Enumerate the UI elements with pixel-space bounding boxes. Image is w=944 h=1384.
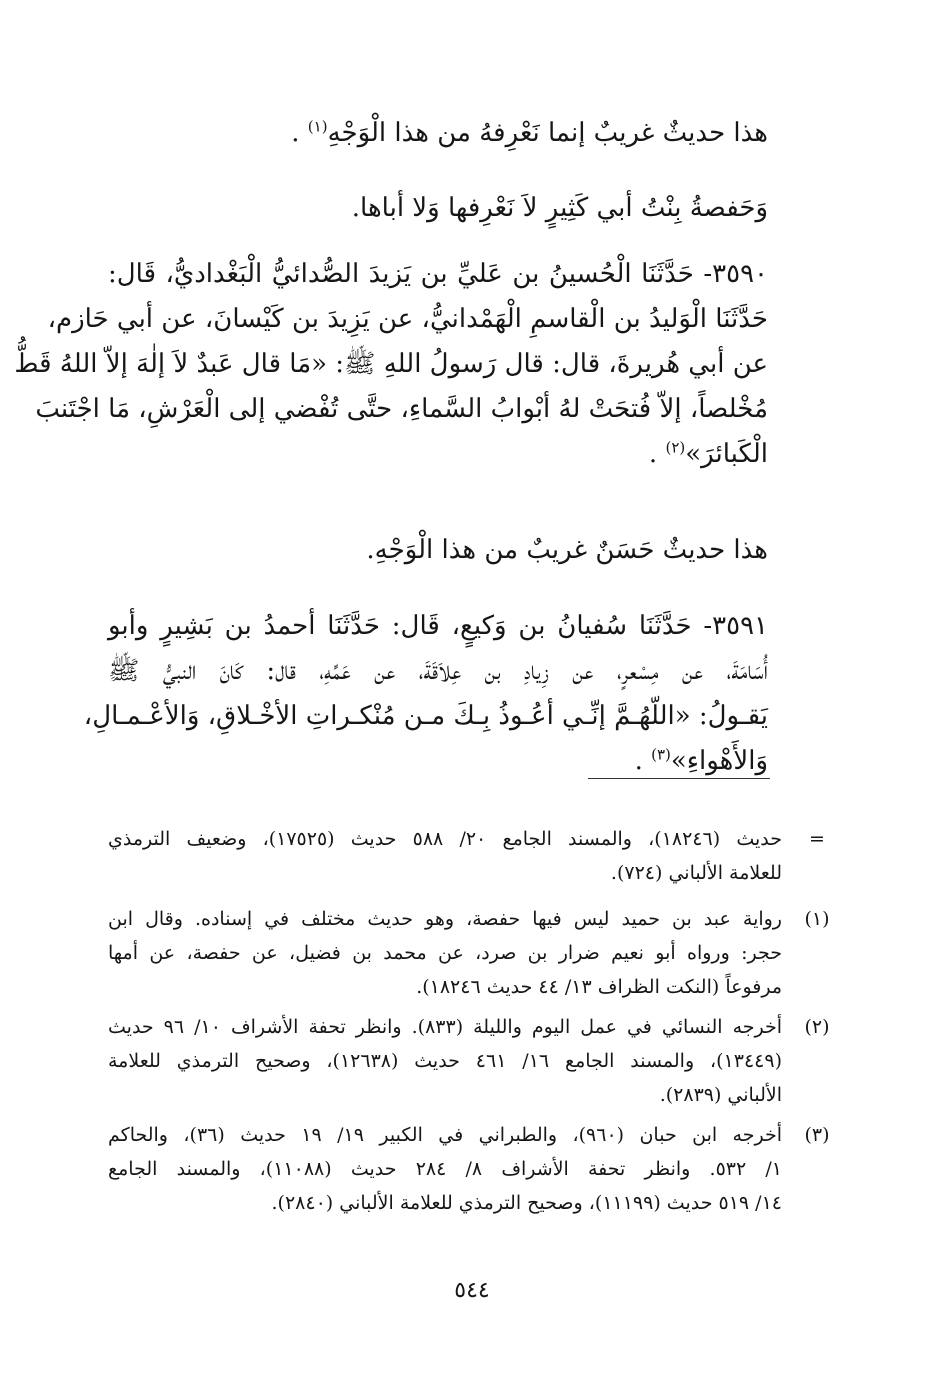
footnote-3 [108, 1118, 842, 1220]
line-end: . [648, 439, 666, 469]
line-text: الْكَبائرَ» [685, 439, 768, 469]
text-line: يَقـولُ: «اللّهُـمَّ إنِّـي أعُـوذُ بِـكَ مـن مُنْكـراتِ الأخْـلاقِ، وَالأعْـمـالِ، [83, 701, 768, 731]
footnote-line: ١٤/ ٥١٩ حديث (١١١٩٩)، وصحيح الترمذي للعلامة الألباني (٢٨٤٠). [271, 1192, 782, 1214]
footnote-line: حجر: ورواه أبو نعيم ضرار بن صرد، عن محمد بن فضيل، عن حفصة، عن أمها [108, 942, 782, 964]
footnote-1 [108, 902, 842, 1004]
footnote-marker: (١) [804, 908, 830, 930]
main-paragraph-2 [108, 193, 768, 223]
footnote-line: ١/ ٥٣٢. وانظر تحفة الأشراف ٨/ ٢٨٤ حديث (١١٠٨٨)، والمسند الجامع [108, 1158, 783, 1180]
text-line: أُسَامَةَ، عن مِسْعرٍ، عن زِيادِ بن عِلاَقَةَ، عن عَمِّهِ، قال: كَانَ النبيُّ ﷺ [108, 656, 768, 686]
text-line [108, 118, 768, 148]
text-line: مُخْلصاً، إلاّ فُتحَتْ لهُ أبْوابُ السَّماءِ، حتَّى تُفْضي إلى الْعَرْشِ، مَا اجْتَنبَ [35, 394, 768, 424]
footnote-marker: = [809, 828, 825, 850]
footnote-marker: (٣) [804, 1124, 830, 1146]
line-text: وَالأَهْواءِ» [670, 746, 768, 776]
footnote-reference: (١) [307, 117, 328, 136]
line-end: . [291, 118, 308, 148]
footnote-line: مرفوعاً (النكت الظراف ١٣/ ٤٤ حديث ١٨٢٤٦). [416, 976, 782, 998]
main-paragraph-1 [108, 118, 768, 148]
footnote-line: للعلامة الألباني (٧٢٤). [610, 862, 782, 884]
footnotes [108, 822, 842, 1220]
text-line: ٣٥٩٠- حَدَّثَنَا الْحُسينُ بن عَليِّ بن يَزيدَ الصُّدائيُّ الْبَغْداديُّ، قَال: [108, 259, 768, 289]
footnote-line: حديث (١٨٢٤٦)، والمسند الجامع ٢٠/ ٥٨٨ حديث (١٧٥٢٥)، وضعيف الترمذي [108, 828, 782, 850]
text-line: ٣٥٩١- حَدَّثَنَا سُفيانُ بن وَكيعٍ، قَال: حَدَّثَنَا أحمدُ بن بَشِيرٍ وأبو [108, 611, 768, 641]
line-end: . [634, 746, 652, 776]
text-line: عن أبي هُريرةَ، قال: قال رَسولُ اللهِ ﷺ: «مَا قال عَبدٌ لاَ إلٰهَ إلاّ اللهُ قَطُّ [14, 349, 768, 379]
page-number: ٥٤٤ [454, 1278, 490, 1303]
text-line: حَدَّثَنَا الْوَليدُ بن الْقاسمِ الْهَمْدانيُّ، عن يَزِيدَ بن كَيْسانَ، عن أبي حَازم، [47, 304, 768, 334]
line-text: هذا حديثٌ غريبٌ إنما نَعْرِفهُ من هذا الْوَجْهِ [327, 118, 768, 148]
footnote-separator [588, 778, 770, 779]
text-line [108, 439, 768, 469]
footnote-continued [108, 822, 842, 890]
footnote-line: رواية عبد بن حميد ليس فيها حفصة، وهو حديث مختلف في إسناده. وقال ابن [108, 908, 782, 930]
footnote-marker: (٢) [804, 1016, 830, 1038]
footnote-line: أخرجه ابن حبان (٩٦٠)، والطبراني في الكبير ١٩/ ١٩ حديث (٣٦)، والحاكم [108, 1124, 782, 1146]
footnote-line: الألباني (٢٨٣٩). [659, 1084, 782, 1106]
text-line: وَحَفصةُ بِنْتُ أبي كَثِيرٍ لاَ نَعْرِفها وَلا أباها. [351, 193, 768, 223]
footnote-line: أخرجه النسائي في عمل اليوم والليلة (٨٣٣). وانظر تحفة الأشراف ١٠/ ٩٦ حديث [108, 1016, 783, 1038]
hadith-3590 [14, 259, 768, 469]
footnote-reference: (٢) [665, 438, 686, 457]
text-line: هذا حديثٌ حَسَنٌ غريبٌ من هذا الْوَجْهِ. [366, 535, 768, 565]
text-line [108, 746, 768, 776]
footnote-reference: (٣) [651, 745, 671, 764]
footnote-2 [108, 1010, 842, 1112]
main-paragraph-3 [108, 535, 768, 565]
footnote-line: (١٣٤٤٩)، والمسند الجامع ١٦/ ٤٦١ حديث (١٢٦٣٨)، وصحيح الترمذي للعلامة [108, 1050, 782, 1072]
hadith-3591 [83, 611, 768, 776]
